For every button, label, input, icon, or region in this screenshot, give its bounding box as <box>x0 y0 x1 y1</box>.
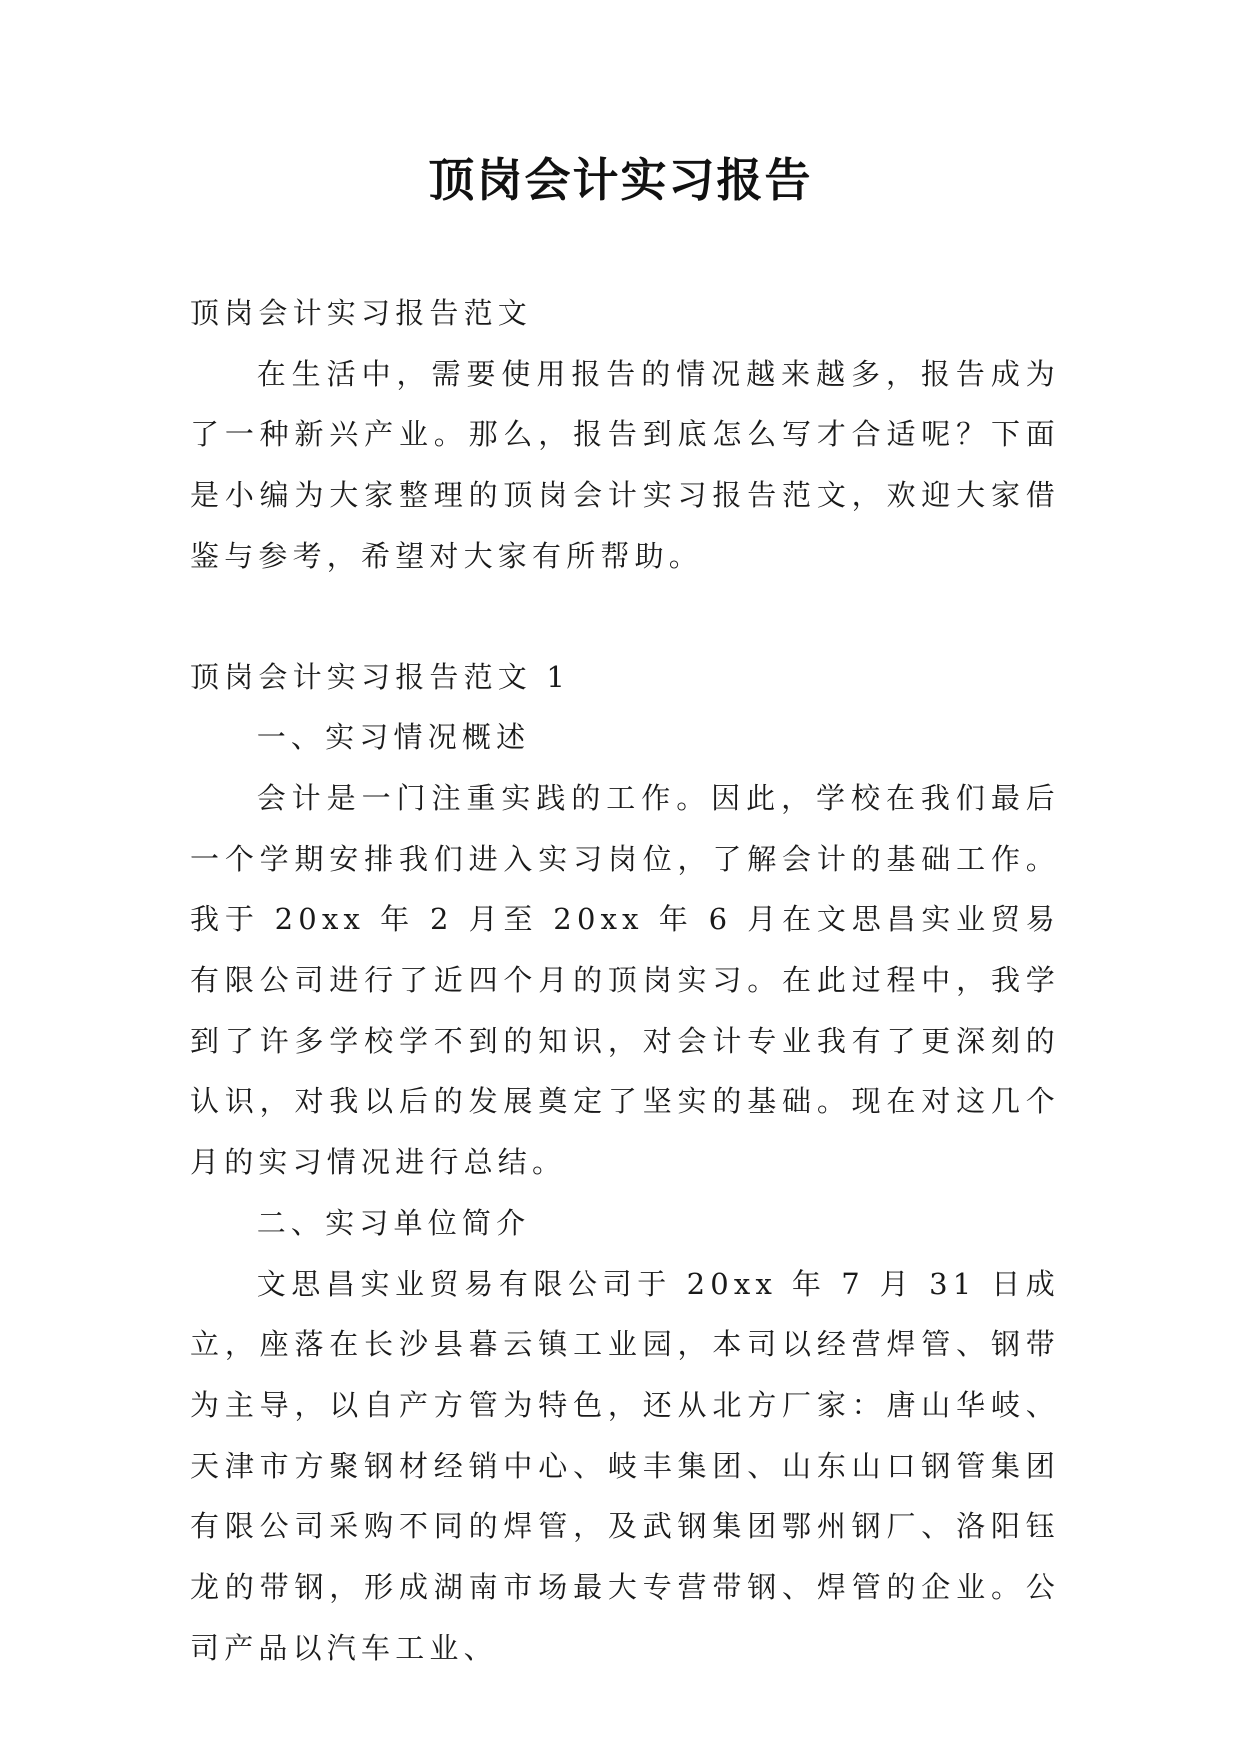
document-body <box>190 283 1060 1678</box>
heading-fanwen-1: 顶岗会计实习报告范文 1 <box>190 659 571 694</box>
intro-paragraph: 在生活中，需要使用报告的情况越来越多，报告成为了一种新兴产业。那么，报告到底怎么写才合适呢？下面是小编为大家整理的顶岗会计实习报告范文，欢迎大家借鉴与参考，希望对大家有所帮助。 <box>190 356 1060 573</box>
heading-fanwen: 顶岗会计实习报告范文 <box>190 296 533 330</box>
section2-title: 二、实习单位简介 <box>256 1205 531 1240</box>
section1-paragraph: 会计是一门注重实践的工作。因此，学校在我们最后一个学期安排我们进入实习岗位，了解会计的基础工作。我于 20xx 年 2 月至 20xx 年 6 月在文思昌实业贸易有限公司进行了近四个月的顶岗实习。在此过程中，我学到了许多学校学不到的知识，对会计专业我有了更深刻的认识，对我以后的发展奠定了坚实的基础。现在对这几个月的实习情况进行总结。 <box>190 780 1060 1180</box>
document-title: 顶岗会计实习报告 <box>428 153 813 207</box>
section1-title: 一、实习情况概述 <box>256 720 531 755</box>
section2-paragraph: 文思昌实业贸易有限公司于 20xx 年 7 月 31 日成立，座落在长沙县暮云镇工业园，本司以经营焊管、钢带为主导，以自产方管为特色，还从北方厂家：唐山华岐、天津市方聚钢材经销中心、岐丰集团、山东山口钢管集团有限公司采购不同的焊管，及武钢集团鄂州钢厂、洛阳钰龙的带钢，形成湖南市场最大专营带钢、焊管的企业。公司产品以汽车工业、 <box>190 1266 1060 1665</box>
